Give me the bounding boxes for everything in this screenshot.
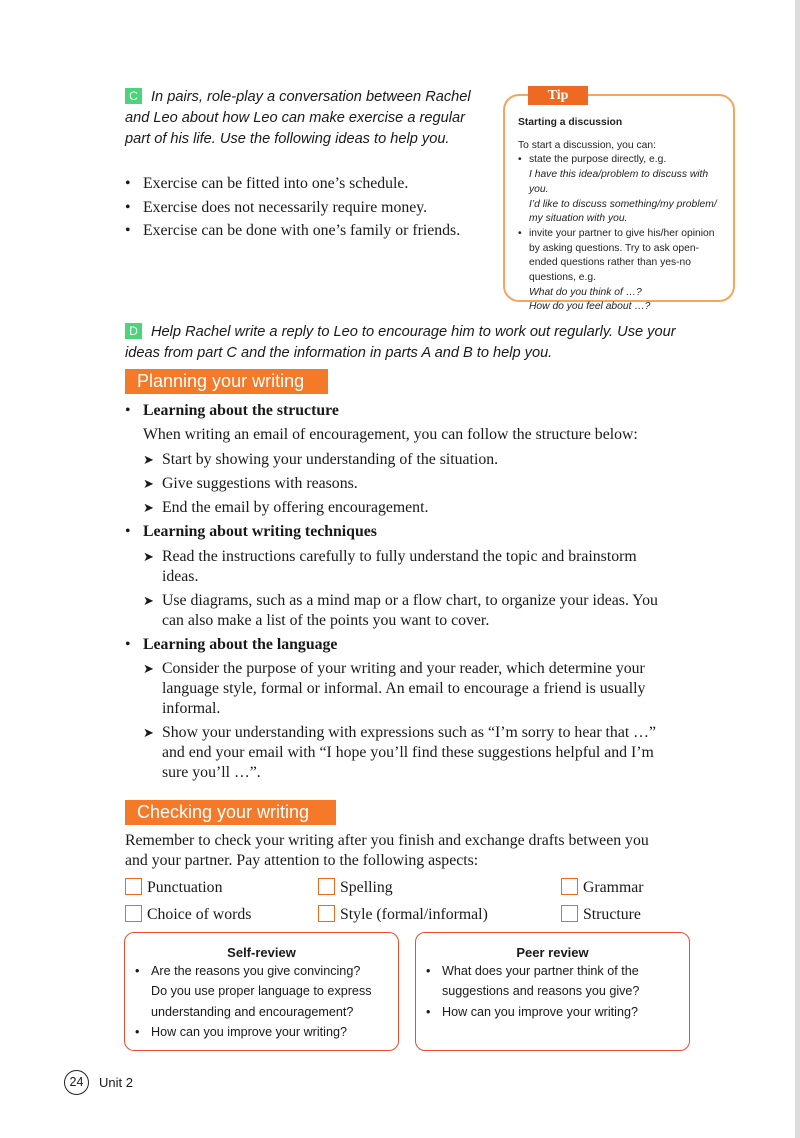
tip-heading: Starting a discussion (518, 117, 623, 128)
structure-step: ➤ Start by showing your understanding of the situation. (143, 450, 499, 468)
tip-body (518, 116, 728, 315)
checklist-grammar[interactable]: Grammar (561, 878, 644, 900)
structure-title: Learning about the structure (143, 402, 339, 419)
part-c-letter: C (125, 88, 142, 104)
language-item: ➤ Consider the purpose of your writing and your reader, which determine your language style, formal or informal. An email to encourage a friend is usually informal. (143, 660, 646, 717)
checkbox[interactable] (561, 878, 578, 895)
checking-heading: Checking your writing (125, 800, 336, 825)
planning-heading: Planning your writing (125, 369, 328, 394)
checkbox[interactable] (318, 905, 335, 922)
part-c-ideas (125, 172, 495, 243)
list-item: • What does your partner think of the suggestions and reasons you give? (426, 964, 640, 999)
self-review-title: Self-review (227, 945, 296, 960)
structure-section: • Learning about the structure (125, 402, 339, 419)
peer-review-items (426, 961, 689, 1022)
checklist-spelling[interactable]: Spelling (318, 878, 393, 900)
checklist-style[interactable]: Style (formal/informal) (318, 905, 488, 927)
planning-content (125, 401, 705, 783)
checklist-choice-of-words[interactable]: Choice of words (125, 905, 251, 927)
unit-label: Unit 2 (99, 1075, 133, 1090)
peer-review-box (415, 932, 690, 1051)
structure-intro: When writing an email of encouragement, you can follow the structure below: (143, 426, 638, 444)
idea-item: • Exercise can be done with one’s family or friends. (125, 222, 461, 239)
structure-step: ➤ End the email by offering encouragement. (143, 499, 429, 517)
tip-item: • invite your partner to give his/her opinion by asking questions. Try to ask open- ended questions rather than yes-no questions, e.g. What do you think of …? How do you feel about …? (518, 227, 715, 313)
page-edge (795, 0, 800, 1138)
self-review-box (124, 932, 399, 1051)
list-item: • How can you improve your writing? (135, 1024, 347, 1039)
techniques-section: • Learning about writing techniques (125, 523, 377, 541)
technique-item: ➤ Use diagrams, such as a mind map or a flow chart, to organize your ideas. You can also make a list of the points you want to cover. (143, 591, 658, 629)
checkbox[interactable] (125, 878, 142, 895)
checklist-structure[interactable]: Structure (561, 905, 641, 927)
list-item: • Are the reasons you give convincing? Do you use proper language to express understanding and encouragement? (135, 964, 372, 1019)
technique-item: ➤ Read the instructions carefully to fully understand the topic and brainstorm ideas. (143, 547, 637, 585)
checkbox[interactable] (318, 878, 335, 895)
tip-label: Tip (528, 86, 588, 105)
language-title: Learning about the language (143, 635, 338, 653)
idea-item: • Exercise can be fitted into one’s schedule. (125, 175, 409, 192)
language-section: • Learning about the language (125, 635, 338, 653)
part-d-instruction (125, 322, 695, 364)
checking-intro: Remember to check your writing after you finish and exchange drafts between you and your partner. Pay attention to the following aspects: (125, 832, 649, 869)
checklist-punctuation[interactable]: Punctuation (125, 878, 222, 900)
tip-intro: To start a discussion, you can: (518, 139, 656, 151)
tip-item: • state the purpose directly, e.g. I have this idea/problem to discuss with you. I’d like to discuss something/my problem/ my situation with you. (518, 154, 717, 225)
page-number: 24 (64, 1070, 89, 1095)
checkbox[interactable] (561, 905, 578, 922)
checkbox[interactable] (125, 905, 142, 922)
peer-review-title: Peer review (516, 945, 589, 960)
techniques-title: Learning about writing techniques (143, 523, 377, 541)
part-c-instruction-text: In pairs, role-play a conversation between Rachel and Leo about how Leo can make exercise a regular part of his life. Use the following ideas to help you. (125, 89, 471, 147)
self-review-items (135, 961, 398, 1042)
part-d-instruction-text: Help Rachel write a reply to Leo to encourage him to work out regularly. Use your ideas from part C and the information in parts A and B to help you. (125, 324, 676, 361)
idea-item: • Exercise does not necessarily require money. (125, 198, 428, 216)
part-c-instruction (125, 87, 487, 150)
language-item: ➤ Show your understanding with expressions such as “I’m sorry to hear that …” and end your email with “I hope you’ll find these suggestions helpful and I’m sure you’ll …”. (143, 724, 656, 781)
part-d-letter: D (125, 323, 142, 339)
list-item: • How can you improve your writing? (426, 1004, 638, 1019)
structure-step: ➤ Give suggestions with reasons. (143, 474, 358, 492)
